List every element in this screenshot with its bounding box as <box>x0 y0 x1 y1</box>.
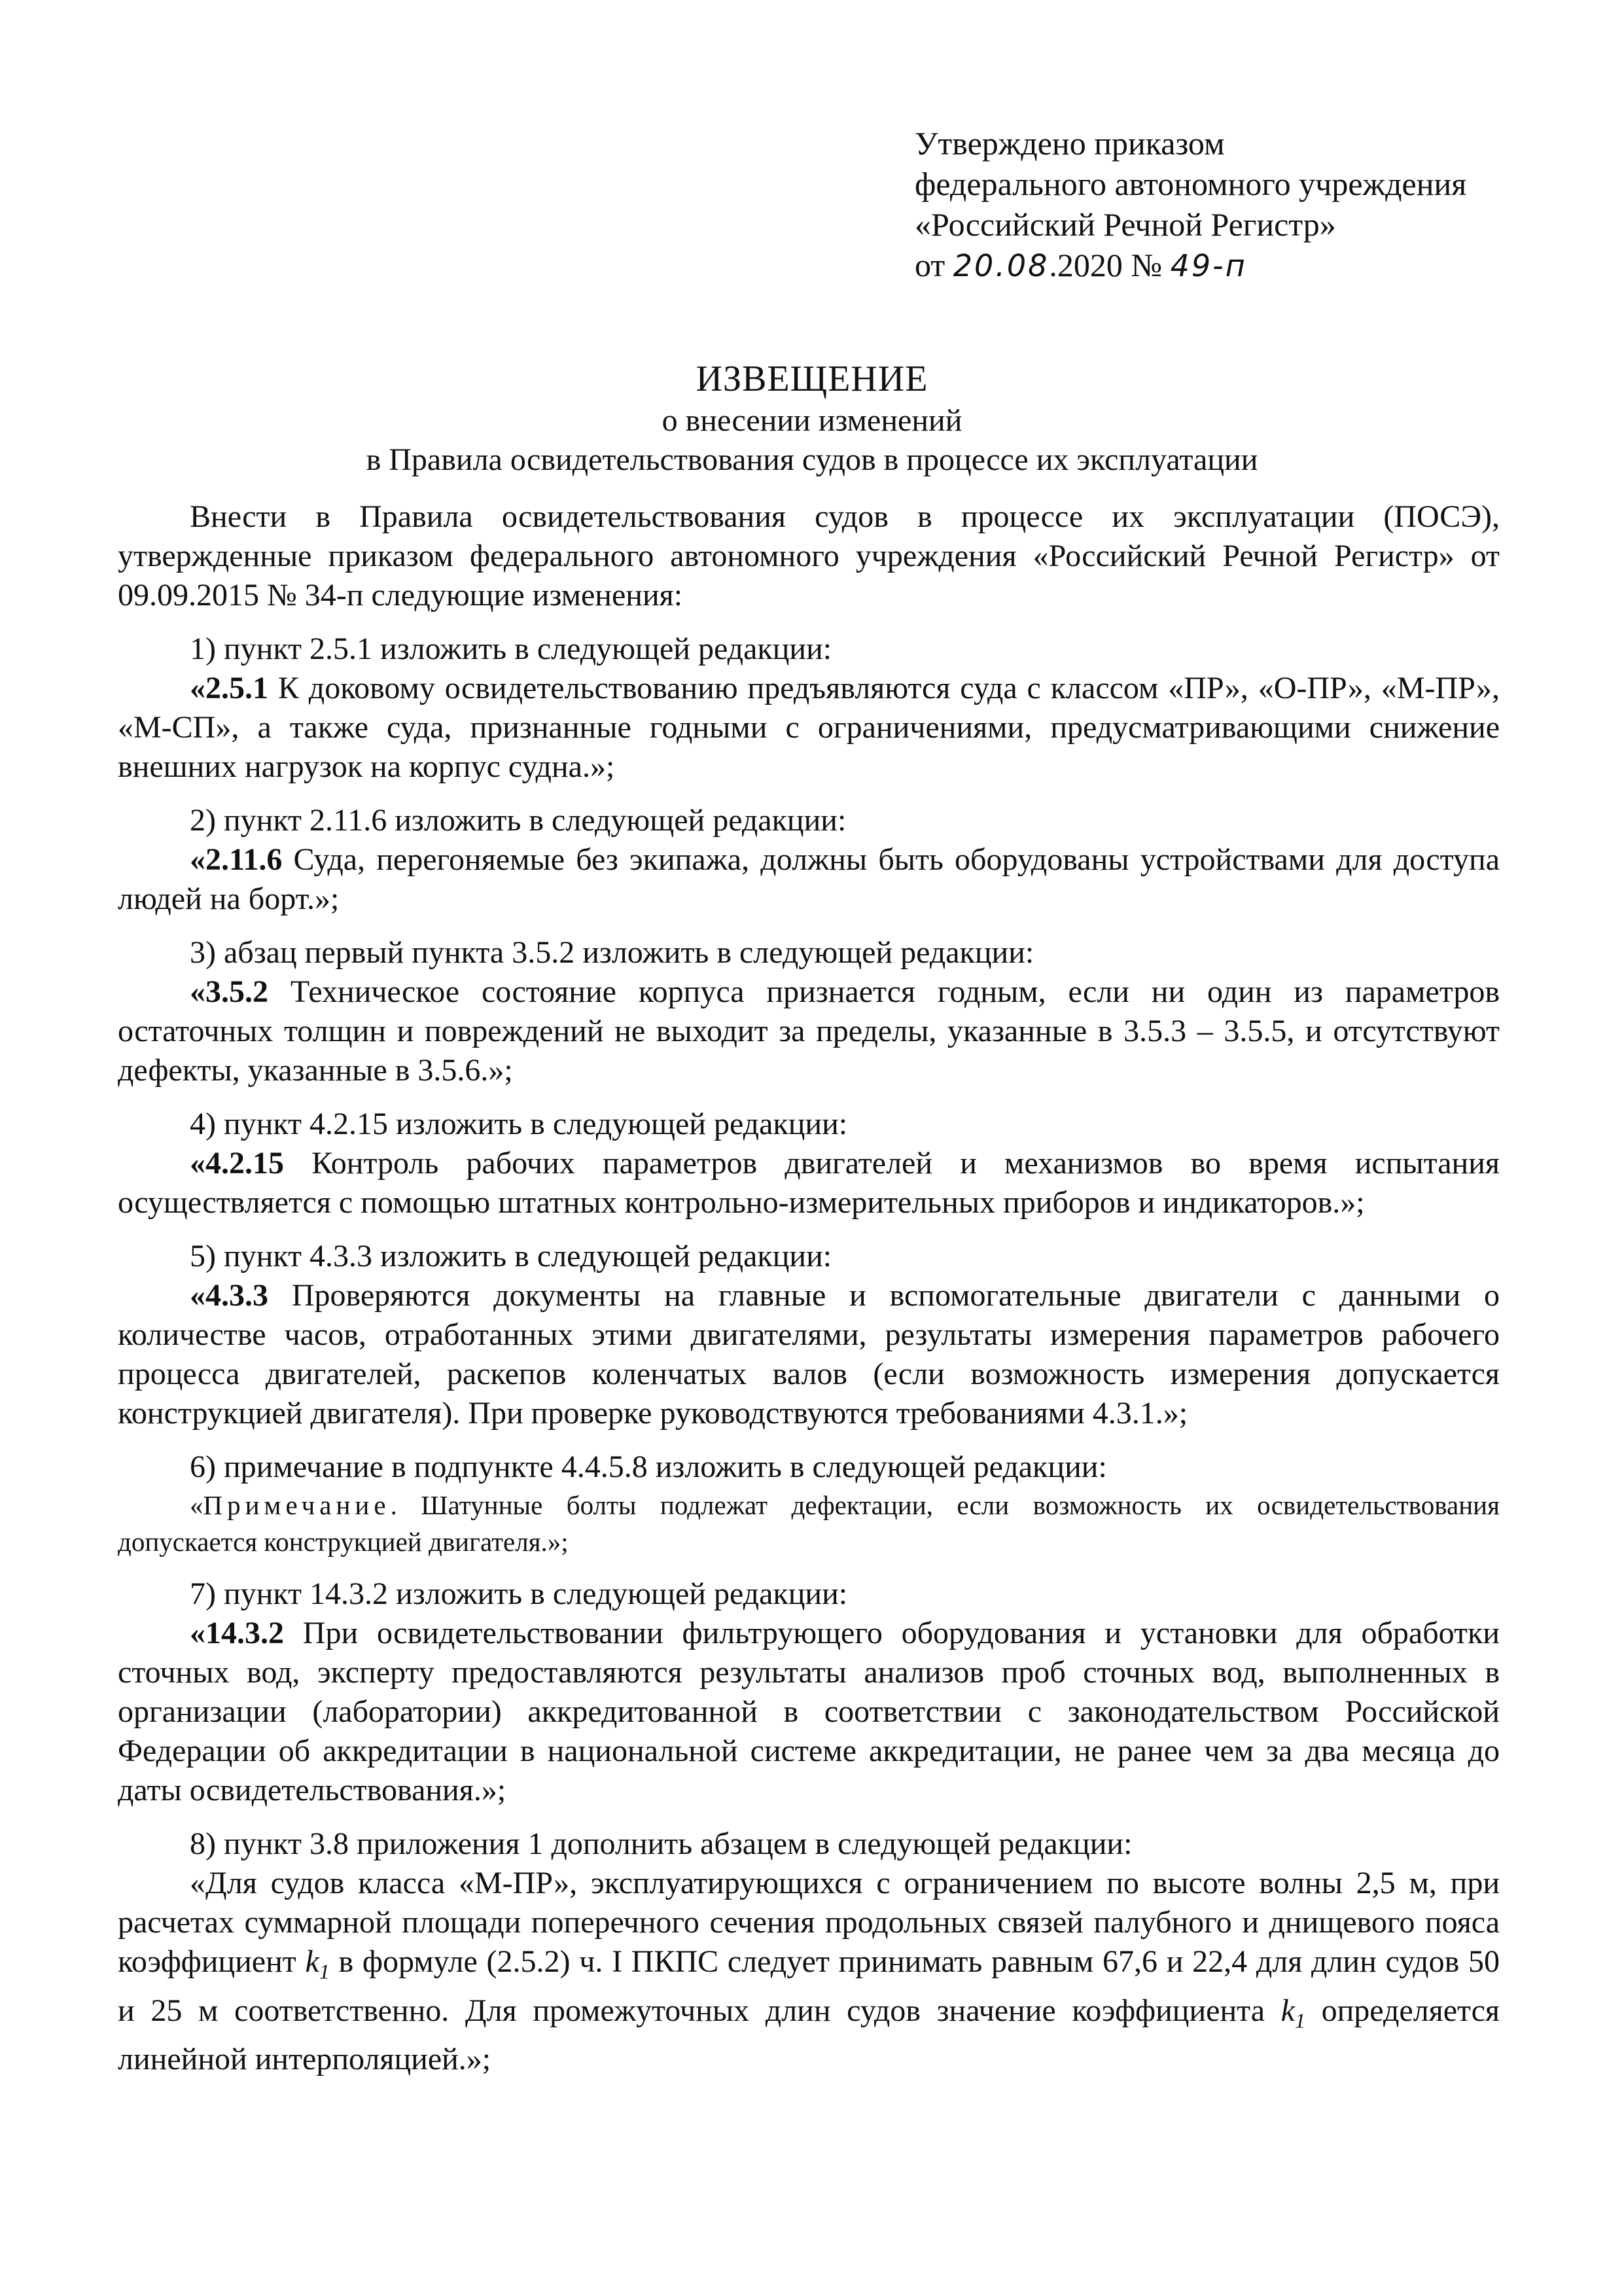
handwritten-month: 08 <box>1006 248 1050 283</box>
item-1-header: 1) пункт 2.5.1 изложить в следующей редакции: <box>190 632 832 666</box>
approval-block <box>915 123 1569 286</box>
date-year: .2020 <box>1049 247 1123 283</box>
document-subtitle-1: о внесении изменений <box>662 403 962 438</box>
intro-paragraph: Внести в Правила освидетельствования судов в процессе их эксплуатации (ПОСЭ), утвержденные приказом федерального автономного учреждения «Российский Речной Регистр» от 09.09.2015 № 34-п следующие изменения: <box>118 499 1500 613</box>
item-7-clause-number: «14.3.2 <box>190 1616 284 1650</box>
item-1-text: К доковому освидетельствованию предъявляются суда с классом «ПР», «О-ПР», «М-ПР», «М-СП», а также суда, признанные годными с ограничениями, предусматривающими снижение внешних нагрузок на корпус судна.»; <box>118 671 1500 784</box>
approval-line-3: «Российский Речной Регистр» <box>915 206 1336 243</box>
item-4-body <box>118 1144 1500 1222</box>
item-3-clause-number: «3.5.2 <box>190 974 268 1009</box>
item-2-text: Суда, перегоняемые без экипажа, должны быть оборудованы устройствами для доступа людей на борт.»; <box>118 842 1500 916</box>
item-8-text-b: в формуле (2.5.2) ч. I ПКПС следует принимать равным 67,6 и 22,4 для длин судов 50 и 25 м соответственно. Для промежуточных длин судов значение коэффициента <box>118 1944 1500 2028</box>
document-body <box>118 497 1500 2079</box>
document-title: ИЗВЕЩЕНИЕ <box>696 359 928 399</box>
item-6-text: . Шатунные болты подлежат дефектации, если возможность их освидетельствования допускается конструкцией двигателя.»; <box>118 1490 1500 1557</box>
item-5-body <box>118 1276 1500 1433</box>
item-5-text: Проверяются документы на главные и вспомогательные двигатели с данными о количестве часов, отработанных этими двигателями, результаты измерения параметров рабочего процесса двигателей, раскепов коленчатых валов (если возможность измерения допускается конструкцией двигателя). При проверке руководствуются требованиями 4.3.1.»; <box>118 1278 1500 1431</box>
approval-line-1: Утверждено приказом <box>915 125 1225 162</box>
item-3-body <box>118 972 1500 1090</box>
item-6-note-label: Примечание <box>203 1490 391 1520</box>
coefficient-k1-second: $k_1$ <box>1280 1993 1305 2033</box>
item-7-header: 7) пункт 14.3.2 изложить в следующей редакции: <box>190 1576 848 1611</box>
handwritten-order-number: 49-п <box>1170 248 1247 283</box>
item-7-text: При освидетельствовании фильтрующего оборудования и установки для обработки сточных вод, эксперту предоставляются результаты анализов проб сточных вод, выполненных в организации (лаборатории) аккредитованной в соответствии с законодательством Российской Федерации об аккредитации в национальной системе аккредитации, не ранее чем за два месяца до даты освидетельствования.»; <box>118 1616 1500 1807</box>
item-6-quote-open: « <box>190 1490 203 1520</box>
item-8-body <box>118 1864 1500 2079</box>
item-6-body <box>118 1487 1500 1560</box>
document-subtitle-2: в Правила освидетельствования судов в процессе их эксплуатации <box>366 442 1258 477</box>
item-4-header: 4) пункт 4.2.15 изложить в следующей редакции: <box>190 1107 848 1141</box>
item-4-text: Контроль рабочих параметров двигателей и механизмов во время испытания осуществляется с помощью штатных контрольно-измерительных приборов и индикаторов.»; <box>118 1146 1500 1220</box>
item-5-header: 5) пункт 4.3.3 изложить в следующей редакции: <box>190 1239 832 1273</box>
item-6-header: 6) примечание в подпункте 4.4.5.8 изложить в следующей редакции: <box>190 1450 1107 1484</box>
item-8-header: 8) пункт 3.8 приложения 1 дополнить абзацем в следующей редакции: <box>190 1826 1133 1861</box>
item-3-text: Техническое состояние корпуса признается годным, если ни один из параметров остаточных толщин и повреждений не выходит за пределы, указанные в 3.5.3 – 3.5.5, и отсутствуют дефекты, указанные в 3.5.6.»; <box>118 974 1500 1088</box>
number-prefix: № <box>1131 247 1163 283</box>
coefficient-k1: $k_1$ <box>305 1944 330 1984</box>
item-5-clause-number: «4.3.3 <box>190 1278 268 1313</box>
item-7-body <box>118 1614 1500 1810</box>
date-prefix: от <box>915 247 945 283</box>
item-4-clause-number: «4.2.15 <box>190 1146 284 1181</box>
item-2-header: 2) пункт 2.11.6 изложить в следующей редакции: <box>190 803 847 838</box>
item-1-clause-number: «2.5.1 <box>190 671 268 705</box>
item-8-text-a: «Для судов класса «М-ПР», эксплуатирующихся с ограничением по высоте волны 2,5 м, при расчетах суммарной площади поперечного сечения продольных связей палубного и днищевого пояса коэффициент <box>118 1866 1500 1979</box>
approval-date-line: от 20.08.2020 № 49-п <box>915 247 1247 283</box>
item-2-clause-number: «2.11.6 <box>190 842 283 877</box>
item-3-header: 3) абзац первый пункта 3.5.2 изложить в следующей редакции: <box>190 935 1034 970</box>
item-2-body <box>118 840 1500 919</box>
document-heading <box>0 357 1624 480</box>
item-8-text-c: определяется линейной интерполяцией.»; <box>118 1993 1500 2077</box>
handwritten-day: 20 <box>953 248 996 283</box>
item-1-body <box>118 669 1500 787</box>
approval-line-2: федерального автономного учреждения <box>915 166 1467 202</box>
